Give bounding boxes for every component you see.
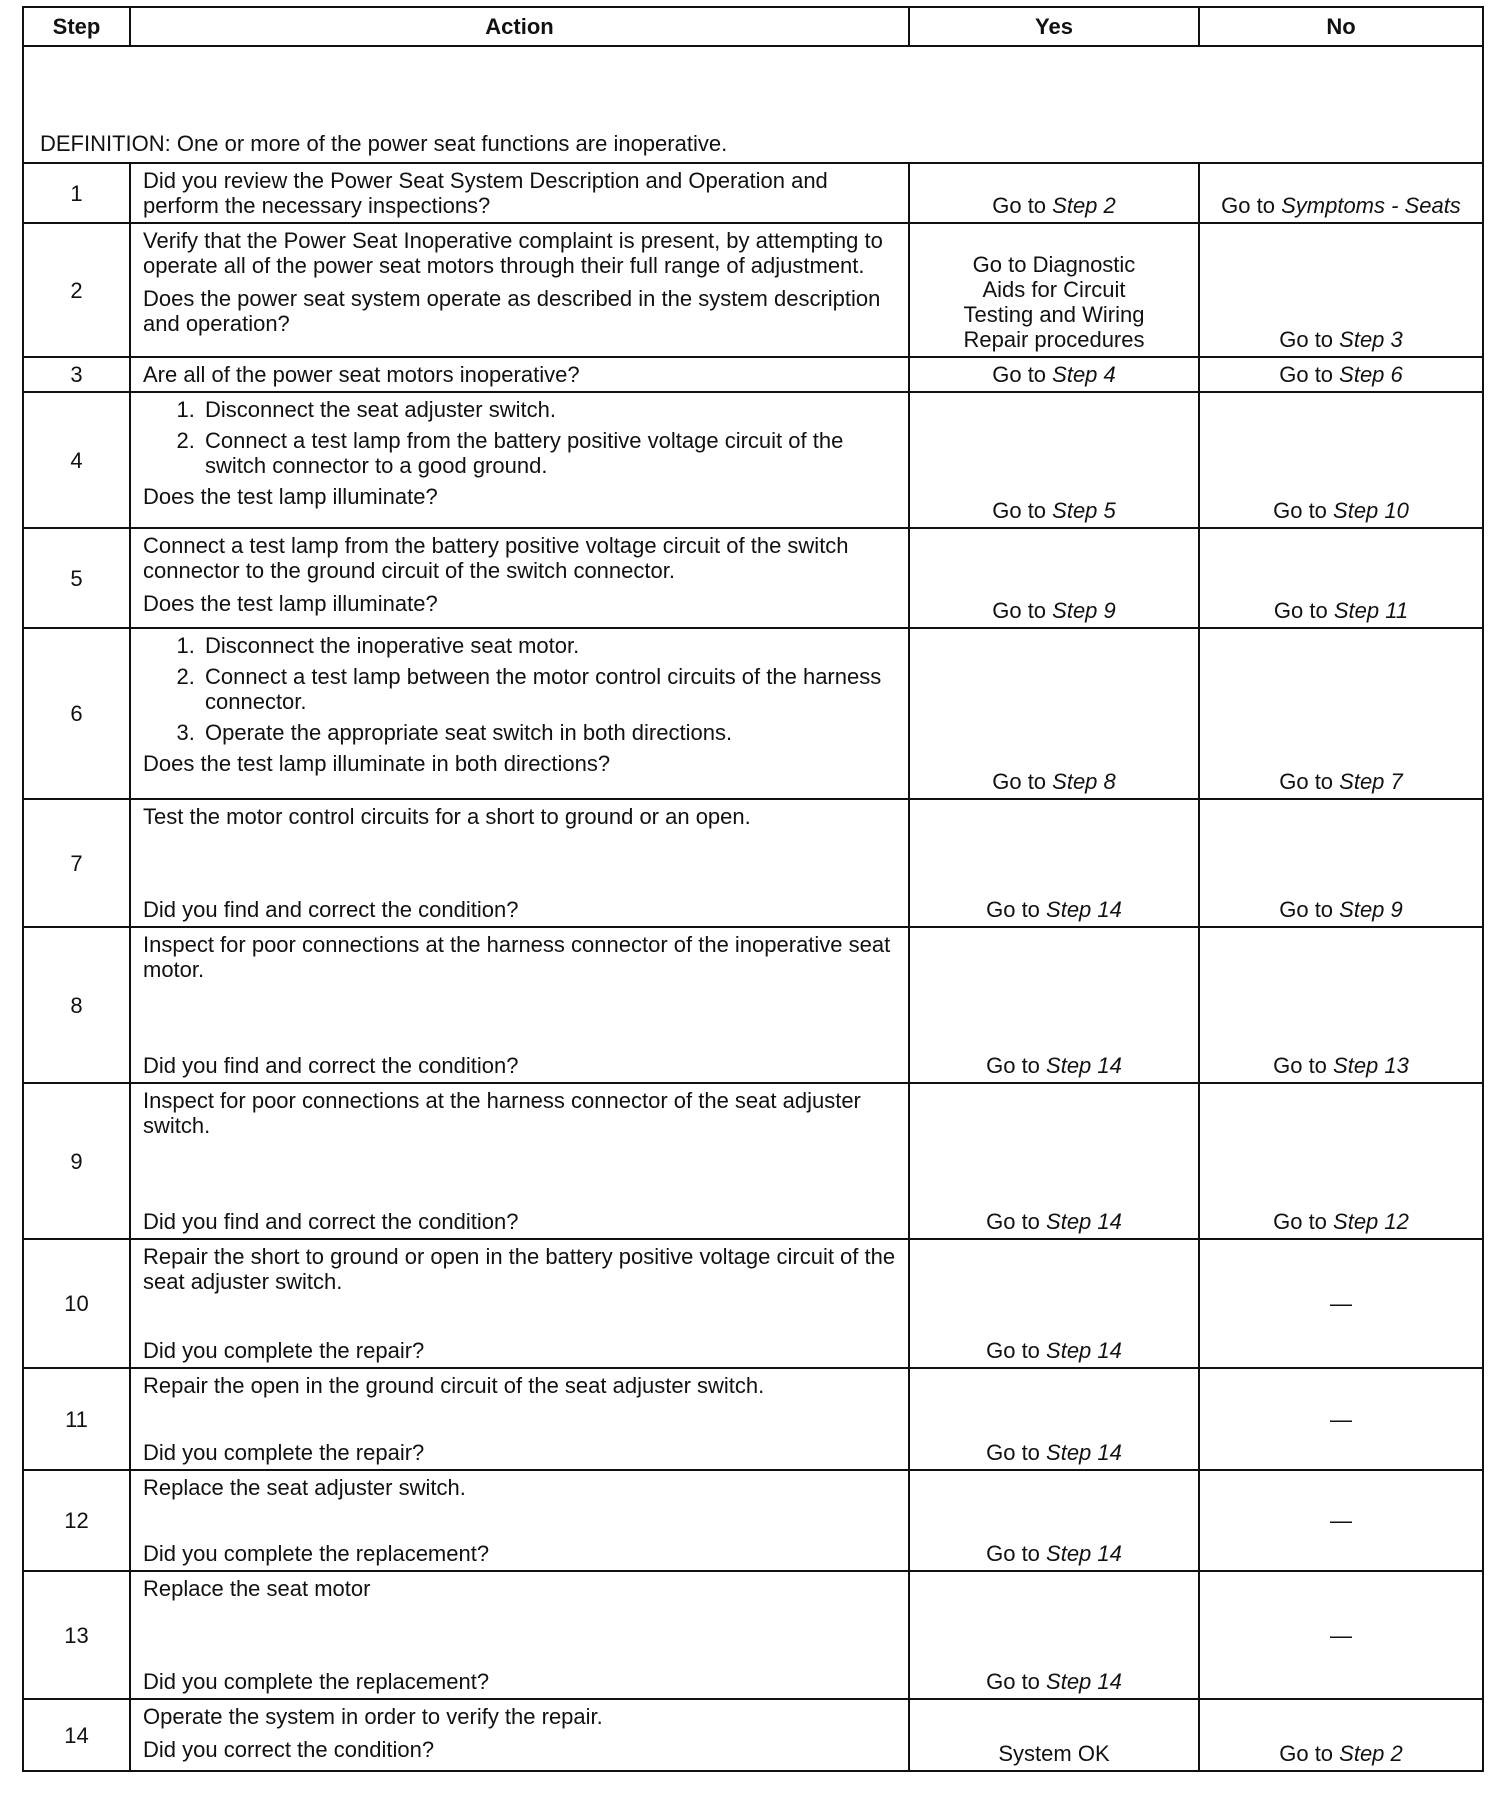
- table-row: [23, 357, 1483, 392]
- step-number: 13: [23, 1571, 130, 1699]
- yes-cell: [909, 1699, 1199, 1771]
- table-row: [23, 1470, 1483, 1571]
- yes-cell: [909, 1470, 1199, 1571]
- action-question: Did you find and correct the condition?: [143, 1053, 519, 1078]
- yes-step-ref: Step 5: [1052, 498, 1116, 523]
- yes-cell: [909, 528, 1199, 628]
- table-row: [23, 1083, 1483, 1239]
- yes-step-ref: Step 14: [1046, 1053, 1122, 1078]
- no-cell: [1199, 357, 1483, 392]
- yes-step-ref: Step 4: [1052, 362, 1116, 387]
- table-row: [23, 223, 1483, 357]
- action-cell: [130, 1368, 909, 1470]
- header-action: Action: [130, 7, 909, 46]
- action-cell: [130, 1083, 909, 1239]
- header-yes: Yes: [909, 7, 1199, 46]
- no-prefix: Go to: [1279, 769, 1340, 794]
- step-number: 10: [23, 1239, 130, 1368]
- action-cell: [130, 163, 909, 223]
- action-text: Verify that the Power Seat Inoperative complaint is present, by attempting to operate all of the power seat motors through their full range of adjustment.: [143, 228, 883, 278]
- step-number: 6: [23, 628, 130, 799]
- yes-prefix: Go to: [986, 1209, 1047, 1234]
- yes-cell: [909, 1368, 1199, 1470]
- action-text: Repair the short to ground or open in the battery positive voltage circuit of the seat adjuster switch.: [143, 1244, 896, 1294]
- step-number: 4: [23, 392, 130, 528]
- yes-prefix: Go to: [986, 1541, 1047, 1566]
- yes-cell: [909, 357, 1199, 392]
- yes-cell: [909, 799, 1199, 927]
- action-question: Does the power seat system operate as described in the system description and operation?: [143, 286, 881, 336]
- no-cell: [1199, 392, 1483, 528]
- yes-cell: [909, 1083, 1199, 1239]
- no-step-ref: Step 12: [1333, 1209, 1409, 1234]
- no-prefix: Go to: [1279, 1741, 1340, 1766]
- yes-step-ref: Step 14: [1046, 1541, 1122, 1566]
- yes-step-ref: Step 14: [1046, 897, 1122, 922]
- no-cell-dash: —: [1199, 1571, 1483, 1699]
- yes-cell: [909, 163, 1199, 223]
- instruction-list: [143, 633, 898, 745]
- table-row: [23, 927, 1483, 1083]
- yes-cell: [909, 1239, 1199, 1368]
- no-prefix: Go to: [1221, 193, 1282, 218]
- header-no: No: [1199, 7, 1483, 46]
- yes-prefix: Go to: [986, 897, 1047, 922]
- action-text: Are all of the power seat motors inoperative?: [143, 362, 580, 387]
- table-row: [23, 1571, 1483, 1699]
- no-step-ref: Step 10: [1333, 498, 1409, 523]
- no-cell: [1199, 628, 1483, 799]
- step-number: 3: [23, 357, 130, 392]
- table-row: [23, 1368, 1483, 1470]
- action-cell: [130, 1571, 909, 1699]
- list-item: 2. Connect a test lamp between the motor control circuits of the harness connector.: [201, 664, 898, 714]
- yes-step-ref: Step 14: [1046, 1669, 1122, 1694]
- table-row: [23, 163, 1483, 223]
- step-number: 8: [23, 927, 130, 1083]
- action-question: Does the test lamp illuminate?: [143, 591, 438, 616]
- yes-prefix: Go to: [992, 362, 1053, 387]
- list-item: 1. Disconnect the seat adjuster switch.: [201, 397, 898, 422]
- no-step-ref: Step 3: [1339, 327, 1403, 352]
- yes-step-ref: Step 2: [1052, 193, 1116, 218]
- action-text: Connect a test lamp from the battery positive voltage circuit of the switch connector to the ground circuit of the switch connector.: [143, 533, 849, 583]
- no-step-ref: Step 6: [1339, 362, 1403, 387]
- action-cell: [130, 528, 909, 628]
- yes-cell: [909, 628, 1199, 799]
- step-number: 1: [23, 163, 130, 223]
- yes-step-ref: Step 14: [1046, 1209, 1122, 1234]
- no-prefix: Go to: [1279, 897, 1340, 922]
- yes-prefix: Go to: [992, 769, 1053, 794]
- action-question: Does the test lamp illuminate?: [143, 484, 438, 509]
- yes-prefix: Go to: [986, 1338, 1047, 1363]
- action-question: Did you complete the repair?: [143, 1338, 425, 1363]
- no-cell: [1199, 1083, 1483, 1239]
- yes-prefix: Go to: [992, 498, 1053, 523]
- action-text: Replace the seat adjuster switch.: [143, 1475, 466, 1500]
- action-text: Operate the system in order to verify the repair.: [143, 1704, 603, 1729]
- no-step-ref: Step 13: [1333, 1053, 1409, 1078]
- step-number: 5: [23, 528, 130, 628]
- action-cell: [130, 1470, 909, 1571]
- action-question: Did you find and correct the condition?: [143, 897, 519, 922]
- no-cell-dash: —: [1199, 1470, 1483, 1571]
- yes-step-ref: Step 14: [1046, 1440, 1122, 1465]
- action-question: Did you complete the replacement?: [143, 1669, 490, 1694]
- no-step-ref: Step 9: [1339, 897, 1403, 922]
- yes-cell: [909, 223, 1199, 357]
- action-question: Did you correct the condition?: [143, 1737, 435, 1762]
- no-step-ref: Step 11: [1333, 598, 1409, 623]
- yes-prefix: Go to: [986, 1440, 1047, 1465]
- yes-prefix: Go to: [992, 193, 1053, 218]
- table-row: [23, 528, 1483, 628]
- table-row: [23, 628, 1483, 799]
- table-row: [23, 1699, 1483, 1771]
- action-cell: [130, 1699, 909, 1771]
- no-cell: [1199, 799, 1483, 927]
- action-cell: [130, 927, 909, 1083]
- step-number: 7: [23, 799, 130, 927]
- yes-step-ref: Step 14: [1046, 1338, 1122, 1363]
- step-number: 14: [23, 1699, 130, 1771]
- step-number: 11: [23, 1368, 130, 1470]
- action-text: Did you review the Power Seat System Description and Operation and perform the necessary inspections?: [143, 168, 828, 218]
- action-cell: [130, 223, 909, 357]
- no-cell-dash: —: [1199, 1239, 1483, 1368]
- no-prefix: Go to: [1273, 1209, 1334, 1234]
- no-cell-dash: —: [1199, 1368, 1483, 1470]
- action-text: Inspect for poor connections at the harness connector of the inoperative seat motor.: [143, 932, 891, 982]
- header-row: [23, 7, 1483, 46]
- action-cell: [130, 357, 909, 392]
- no-prefix: Go to: [1273, 598, 1334, 623]
- header-step: Step: [23, 7, 130, 46]
- yes-prefix: Go to: [986, 1053, 1047, 1078]
- yes-cell: [909, 927, 1199, 1083]
- action-cell: [130, 1239, 909, 1368]
- yes-cell: [909, 392, 1199, 528]
- yes-cell: [909, 1571, 1199, 1699]
- no-prefix: Go to: [1273, 1053, 1334, 1078]
- action-text: Inspect for poor connections at the harness connector of the seat adjuster switch.: [143, 1088, 861, 1138]
- no-step-ref: Step 2: [1339, 1741, 1403, 1766]
- no-prefix: Go to: [1279, 327, 1340, 352]
- no-prefix: Go to: [1279, 362, 1340, 387]
- list-item: 1. Disconnect the inoperative seat motor.: [201, 633, 898, 658]
- list-item: 3. Operate the appropriate seat switch in both directions.: [201, 720, 898, 745]
- no-step-ref: Symptoms - Seats: [1281, 193, 1461, 218]
- action-question: Did you find and correct the condition?: [143, 1209, 519, 1234]
- yes-text: Go to Diagnostic Aids for Circuit Testing and Wiring Repair procedures: [963, 252, 1145, 352]
- no-step-ref: Step 7: [1339, 769, 1403, 794]
- yes-step-ref: Step 9: [1052, 598, 1116, 623]
- table-row: [23, 799, 1483, 927]
- no-cell: [1199, 1699, 1483, 1771]
- no-cell: [1199, 528, 1483, 628]
- action-question: Did you complete the repair?: [143, 1440, 425, 1465]
- yes-step-ref: Step 8: [1052, 769, 1116, 794]
- action-text: Repair the open in the ground circuit of the seat adjuster switch.: [143, 1373, 765, 1398]
- list-item: 2. Connect a test lamp from the battery positive voltage circuit of the switch connector to a good ground.: [201, 428, 898, 478]
- step-number: 12: [23, 1470, 130, 1571]
- yes-text: System OK: [998, 1741, 1110, 1766]
- diagnostic-table: [22, 6, 1484, 1772]
- action-cell: [130, 799, 909, 927]
- step-number: 2: [23, 223, 130, 357]
- yes-prefix: Go to: [992, 598, 1053, 623]
- no-cell: [1199, 927, 1483, 1083]
- action-cell: [130, 392, 909, 528]
- action-text: Test the motor control circuits for a short to ground or an open.: [143, 804, 751, 829]
- action-question: Did you complete the replacement?: [143, 1541, 490, 1566]
- definition-text: DEFINITION: One or more of the power seat functions are inoperative.: [23, 46, 1483, 163]
- instruction-list: [143, 397, 898, 478]
- table-row: [23, 392, 1483, 528]
- yes-prefix: Go to: [986, 1669, 1047, 1694]
- step-number: 9: [23, 1083, 130, 1239]
- no-cell: [1199, 163, 1483, 223]
- action-text: Replace the seat motor: [143, 1576, 371, 1601]
- no-prefix: Go to: [1273, 498, 1334, 523]
- action-question: Does the test lamp illuminate in both directions?: [143, 751, 611, 776]
- table-row: [23, 1239, 1483, 1368]
- definition-row: [23, 46, 1483, 163]
- no-cell: [1199, 223, 1483, 357]
- action-cell: [130, 628, 909, 799]
